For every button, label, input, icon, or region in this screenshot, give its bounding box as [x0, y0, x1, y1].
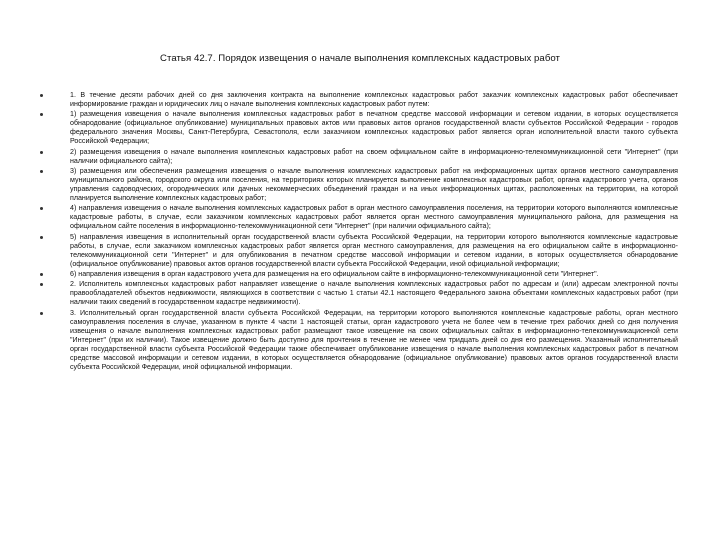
- bullet-icon: [40, 273, 43, 276]
- list-item-text: 1) размещения извещения о начале выполнения комплексных кадастровых работ в печатном средстве массовой информации и сетевом издании, в которых осуществляется обнародование (официальное опубликование) муниципальных правовых актов или правовых актов органов государственной власти субъектов Российской Федерации - городов федерального значения Москвы, Санкт-Петербурга, Севастополя, если заказчиком комплексных кадастровых работ является орган исполнительной власти такого субъекта Российской Федерации;: [70, 110, 678, 146]
- bullet-icon: [40, 94, 43, 97]
- list-item: [40, 148, 678, 166]
- list-item-text: 4) направления извещения о начале выполнения комплексных кадастровых работ в орган местного самоуправления поселения, на территории которого выполняются комплексные кадастровые работы, в случае, если заказчиком комплексных кадастровых работ является орган местного самоуправления муниципального района, для размещения на официальном сайте поселения в информационно-телекоммуникационной сети "Интернет" (при наличии официального сайта);: [70, 204, 678, 231]
- bullet-icon: [40, 113, 43, 116]
- list-item: [40, 91, 678, 109]
- list-item: [40, 167, 678, 203]
- list-item-text: 1. В течение десяти рабочих дней со дня заключения контракта на выполнение комплексных кадастровых работ заказчик комплексных кадастровых работ обеспечивает информирование граждан и юридических лиц о начале выполнения комплексных кадастровых работ путем:: [70, 91, 678, 109]
- list-item-text: 2) размещения извещения о начале выполнения комплексных кадастровых работ на своем официальном сайте в информационно-телекоммуникационной сети "Интернет" (при наличии официального сайта);: [70, 147, 678, 165]
- list-item-text: 5) направления извещения в исполнительный орган государственной власти субъекта Российской Федерации, на территории которого выполняются комплексные кадастровые работы, в случае, если заказчиком комплексных кадастровых работ является орган местного самоуправления, для размещения на его официальном сайте в информационно-телекоммуникационной сети "Интернет" и для опубликования в печатном средстве массовой информации и сетевом издании, в которых осуществляется обнародование (официальное опубликование) правовых актов органов государственной власти субъекта Российской Федерации, иной официальной информации;: [70, 232, 678, 268]
- bullet-icon: [40, 236, 43, 239]
- bullet-icon: [40, 151, 43, 154]
- bullet-icon: [40, 207, 43, 210]
- list-item-text: 3) размещения или обеспечения размещения извещения о начале выполнения комплексных кадастровых работ на информационных щитах органов местного самоуправления муниципального района, городского округа или поселения, на территориях которых планируется выполнение комплексных кадастровых работ, органа кадастрового учета, органов управления садоводческих, огороднических или дачных некоммерческих объединений граждан и на иных информационных щитах, расположенных на территории, на которой планируется выполнение комплексных кадастровых работ;: [70, 166, 678, 203]
- list-item: [40, 233, 678, 269]
- bullet-icon: [40, 170, 43, 173]
- list-item: [40, 280, 678, 307]
- list-item: [40, 204, 678, 231]
- list-item-text: 2. Исполнитель комплексных кадастровых работ направляет извещение о начале выполнения комплексных кадастровых работ по адресам и (или) адресам электронной почты правообладателей объектов недвижимости, являющихся в соответствии с частью 1 статьи 42.1 настоящего Федерального закона объектами комплексных кадастровых работ (при наличии таких сведений в государственном кадастре недвижимости).: [70, 280, 678, 307]
- list-item-text: 3. Исполнительный орган государственной власти субъекта Российской Федерации, на территории которого выполняются комплексные кадастровые работы, орган местного самоуправления поселения в случае, указанном в пункте 4 части 1 настоящей статьи, орган кадастрового учета не более чем в течение трех рабочих дней со дня получения извещения о начале выполнения комплексных кадастровых работ размещают такое извещение на своих официальных сайтах в информационно-телекоммуникационной сети "Интернет" (при их наличии). Такое извещение должно быть доступно для прочтения в течение не менее чем тридцать дней со дня его размещения. Указанный исполнительный орган государственной власти субъекта Российской Федерации также обеспечивает опубликование извещения о начале выполнения комплексных кадастровых работ в печатном средстве массовой информации и сетевом издании, в которых осуществляется обнародование (официальное опубликование) правовых актов органов государственной власти субъекта Российской Федерации, иной официальной информации.: [70, 308, 678, 371]
- bullet-icon: [40, 312, 43, 315]
- list-item: [40, 270, 678, 279]
- bullet-icon: [40, 283, 43, 286]
- list-item-text: 6) направления извещения в орган кадастрового учета для размещения на его официальном сайте в информационно-телекоммуникационной сети "Интернет".: [70, 270, 599, 279]
- list-item: [40, 309, 678, 372]
- article-list: [40, 91, 678, 373]
- list-item: [40, 110, 678, 146]
- page-title: Статья 42.7. Порядок извещения о начале выполнения комплексных кадастровых работ: [160, 53, 560, 64]
